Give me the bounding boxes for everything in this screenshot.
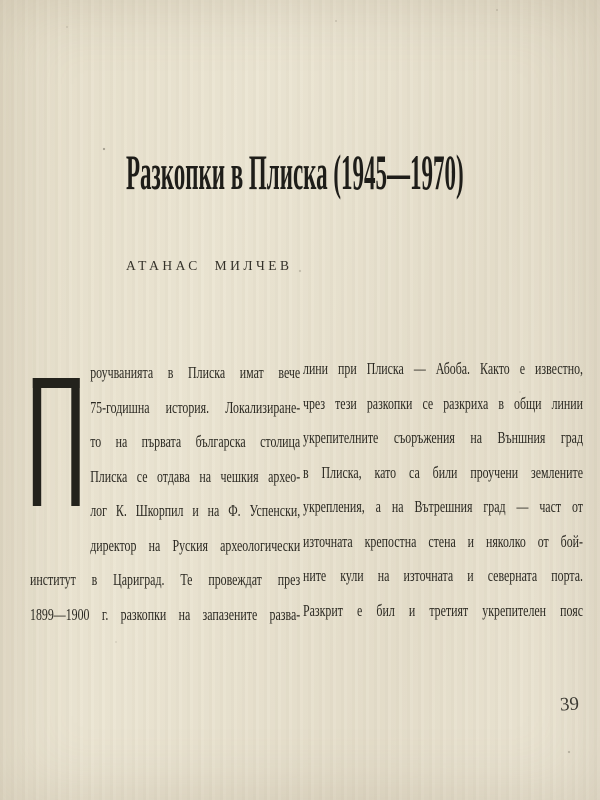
- text-line: Плиска се отдава на чешкия архео-: [90, 466, 301, 486]
- article-author: АТАНАС МИЛЧЕВ: [126, 258, 293, 273]
- drop-cap: [30, 356, 90, 563]
- text-line: укрепления, а на Вътрешния град — част от: [303, 497, 583, 516]
- text-line: то на първата българска столица: [90, 432, 301, 451]
- text-line: чрез тези разкопки се разкриха в общи линии: [303, 393, 583, 413]
- text-line: директор на Руския археологически: [90, 535, 301, 555]
- page-number: 39: [559, 693, 580, 716]
- text-line: Разкрит е бил и третият укрепителен пояс: [303, 600, 583, 620]
- text-line: лини при Плиска — Абоба. Както е известно,: [303, 359, 583, 378]
- text-column-right: [303, 352, 583, 628]
- text-line: институт в Цариград. Те провеждат през: [30, 570, 301, 589]
- text-line: 75-годишна история. Локализиране-: [90, 397, 301, 417]
- drop-cap-letter: [41, 388, 42, 389]
- text-line: лог К. Шкорпил и на Ф. Успенски,: [90, 501, 301, 520]
- text-line: ните кули на източната и северната порта.: [303, 566, 583, 585]
- text-line: роучванията в Плиска имат вече: [90, 363, 301, 382]
- text-line: в Плиска, като са били проучени землените: [303, 462, 583, 482]
- text-column-left: [30, 356, 300, 632]
- text-line: източната крепостна стена и няколко от бой-: [303, 531, 583, 551]
- text-line: укрепителните съоръжения на Външния град: [303, 428, 583, 447]
- article-title: Разкопки в Плиска (1945—1970): [126, 144, 464, 200]
- text-line: 1899—1900 г. разкопки на запазените разва-: [30, 604, 301, 624]
- drop-cap-letter-shape: [33, 378, 80, 506]
